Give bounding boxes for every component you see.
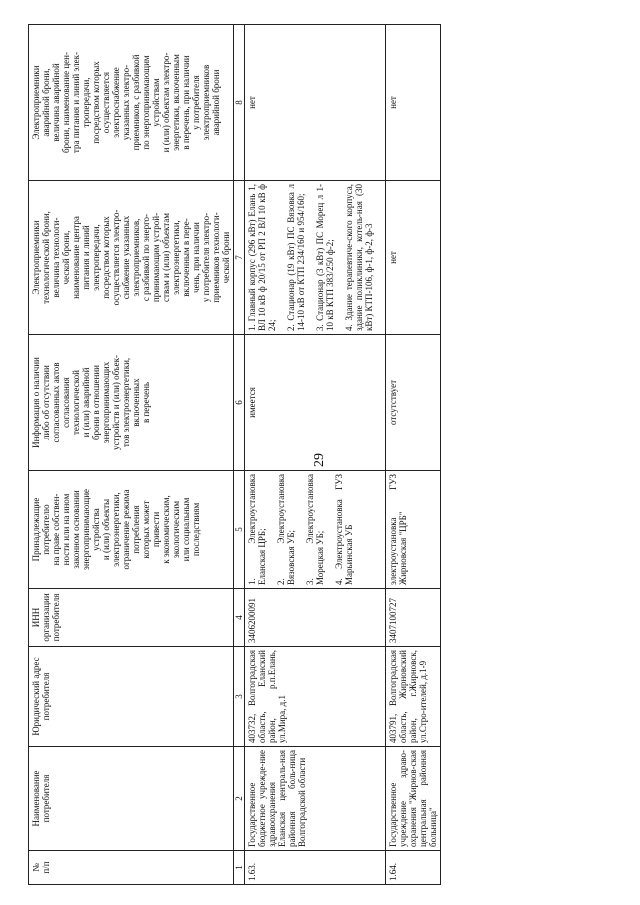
header-cell-acts: Информация о наличии либо об отсутствии согласованных актов согласования технологической и (или) аварийной брони в отношении энергопринимающих устройств и (или) объек- тов электроэнергетики, включенных в перечень [29, 335, 234, 471]
column-number: 5 [234, 471, 245, 589]
column-number: 3 [234, 647, 245, 747]
column-number: 1 [234, 851, 245, 885]
tech-reserve-item: 2. Стационар (19 кВт) ПС Вязовка л 14-10 кВ от КТП 234/160 и 954/160; [286, 184, 306, 331]
column-number: 7 [234, 181, 245, 335]
header-cell-devices: Принадлежащие потребителю на праве собствен- ности или на ином законном основании энергопринимающие устройства и (или) объекты электроэнергетики, ограничение режима потребления которых может привести к экономическим, экологическим или социальным последствиям [29, 471, 234, 589]
column-number: 6 [234, 335, 245, 471]
tech-reserve-item: 4. Здание терапевтиче-ского корпуса, здание поликлиники, котель-ная (30 кВт) КТП-106, ф-1, ф-2, ф-3 [344, 184, 374, 331]
consumer-name: Государственное бюджетное учрежде-ние здравоохранения Еланская централь-ная районная боль-ница Волгоградской области [245, 747, 386, 851]
consumer-inn: 3407100727 [386, 589, 441, 647]
header-row [29, 25, 234, 885]
emergency-reserve: нет [245, 25, 386, 181]
tech-reserve [245, 181, 386, 335]
device-item: 3. Электроустановка Морецкая УБ; [305, 474, 325, 585]
table-row [245, 25, 386, 885]
acts-status: имеется [245, 335, 386, 471]
tech-reserve-item: 3. Стационар (3 кВт) ПС Морец л 1-10 кВ КТП 383/250 ф-2; [315, 184, 335, 331]
header-cell-inn: ИНН организации потребителя [29, 589, 234, 647]
header-cell-emergency-reserve: Электроприемники аварийной брони, величина аварийной брони, наименование цен- тра питания и линий элек- тропередачи, посредством которых осуществляется электроснабжение указанных электро- приемников, с разбивкой по энергопринимающим устройствам и (или) объектам электро- энергетики, включенным в перечень, при наличии у потребителя электроприемников аварийной брони [29, 25, 234, 181]
acts-status: отсутствует [386, 335, 441, 471]
header-cell-tech-reserve: Электроприемники технологической брони, величина технологи- ческой брони, наименование центра питания и линий электропередачи, посредством которых осуществляется электро- снабжение указанных электроприемников, с разбивкой по энерго- принимающим устрой- ствам и (или) объектам электроэнергетики, включенным в пере- чень, при наличии у потребителя электро- приемников технологи- ческой брони [29, 181, 234, 335]
page-number: 29 [312, 453, 327, 467]
column-number-row [234, 25, 245, 885]
rotated-table-wrapper [28, 25, 438, 885]
column-number: 4 [234, 589, 245, 647]
consumer-inn: 3406200091 [245, 589, 386, 647]
tech-reserve-item: нет [388, 251, 398, 264]
tech-reserve [386, 181, 441, 335]
tech-reserve-item: 1. Главный корпус (296 кВт) Елань 1, ВЛ 10 кВ ф 20/15 от РП 2 ВЛ 10 кВ ф 24; [247, 184, 277, 331]
header-cell-num: № п/п [29, 851, 234, 885]
consumer-name: Государственное учреждение здраво-охранения "Жирнов-ская центральная районная больница" [386, 747, 441, 851]
consumer-devices [245, 471, 386, 589]
column-number: 8 [234, 25, 245, 181]
row-num: 1.63. [245, 851, 386, 885]
header-cell-name: Наименование потребителя [29, 747, 234, 851]
consumer-devices [386, 471, 441, 589]
header-cell-address: Юридический адрес потребителя [29, 647, 234, 747]
consumer-address: 403791, Волгоградская область, Жирновский район, г.Жирновск, ул.Стро-ителей, д.1-9 [386, 647, 441, 747]
consumers-table [28, 24, 441, 885]
row-num: 1.64. [386, 851, 441, 885]
device-item: электроустановка ГУЗ Жирновская "ЦРБ" [388, 474, 408, 585]
emergency-reserve: нет [386, 25, 441, 181]
device-item: 4. Электроустановка ГУЗ Марьинская УБ [334, 474, 354, 585]
table-row [386, 25, 441, 885]
device-item: 1. Электроустановка Еланская ЦРБ; [247, 474, 267, 585]
column-number: 2 [234, 747, 245, 851]
consumer-address: 403732, Волгоградская область, Еланский район, р.п.Елань, ул.Мира, д.1 [245, 647, 386, 747]
device-item: 2. Электроустановка Вязовская УБ; [276, 474, 296, 585]
